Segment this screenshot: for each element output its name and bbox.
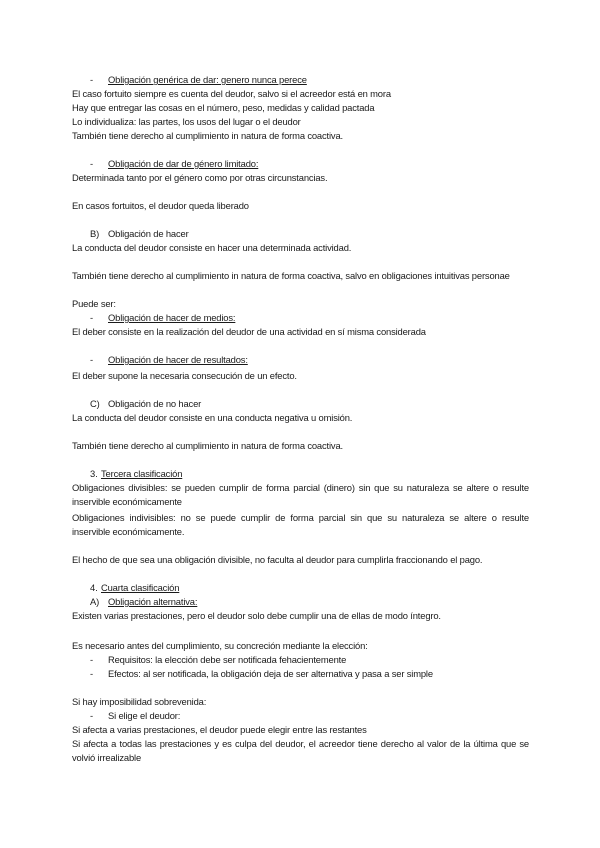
text-line: La conducta del deudor consiste en hacer una determinada actividad.	[72, 242, 352, 253]
heading-obligation-not-to-do: Obligación de no hacer	[108, 398, 202, 409]
heading-obligation-to-do: Obligación de hacer	[108, 228, 189, 239]
section-number: 3.	[90, 468, 98, 479]
heading-third-classification: Tercera clasificación	[101, 468, 183, 479]
text-line: También tiene derecho al cumplimiento in natura de forma coactiva.	[72, 440, 343, 451]
text-line: Hay que entregar las cosas en el número, peso, medidas y calidad pactada	[72, 102, 375, 113]
heading-results-obligation: Obligación de hacer de resultados:	[108, 354, 248, 365]
bullet-dash: -	[90, 654, 94, 665]
heading-alternative-obligation: Obligación alternativa:	[108, 596, 198, 607]
text-line: inservible económicamente.	[72, 526, 185, 537]
list-marker: A)	[90, 596, 100, 607]
bullet-dash: -	[90, 354, 94, 365]
text-line: Obligaciones indivisibles: no se puede cumplir de forma parcial sin que su naturaleza se altere o resulte	[72, 512, 529, 523]
bullet-dash: -	[90, 312, 94, 323]
heading-fourth-classification: Cuarta clasificación	[101, 582, 180, 593]
text-line: Si afecta a varias prestaciones, el deudor puede elegir entre las restantes	[72, 724, 367, 735]
text-line: La conducta del deudor consiste en una conducta negativa u omisión.	[72, 412, 353, 423]
list-marker: C)	[90, 398, 100, 409]
text-line: Es necesario antes del cumplimiento, su concreción mediante la elección:	[72, 640, 368, 651]
text-line: El hecho de que sea una obligación divisible, no faculta al deudor para cumplirla fraccionando el pago.	[72, 554, 483, 565]
section-number: 4.	[90, 582, 98, 593]
text-line: El caso fortuito siempre es cuenta del deudor, salvo si el acreedor está en mora	[72, 88, 391, 99]
text-line: volvió irrealizable	[72, 752, 142, 763]
text-line: Si hay imposibilidad sobrevenida:	[72, 696, 207, 707]
text-line: inservible económicamente	[72, 496, 182, 507]
heading-means-obligation: Obligación de hacer de medios:	[108, 312, 236, 323]
bullet-dash: -	[90, 668, 94, 679]
text-line: También tiene derecho al cumplimiento in natura de forma coactiva, salvo en obligaciones intuitivas personae	[72, 270, 510, 281]
list-marker: B)	[90, 228, 100, 239]
bullet-item: Efectos: al ser notificada, la obligación deja de ser alternativa y pasa a ser simple	[108, 668, 433, 679]
text-line: Lo individualiza: las partes, los usos del lugar o el deudor	[72, 116, 301, 127]
bullet-dash: -	[90, 158, 94, 169]
heading-limited-genre-obligation: Obligación de dar de género limitado:	[108, 158, 259, 169]
text-line: Obligaciones divisibles: se pueden cumplir de forma parcial (dinero) sin que su naturaleza se altere o resulte	[72, 482, 529, 493]
text-line: El deber consiste en la realización del deudor de una actividad en sí misma considerada	[72, 326, 426, 337]
text-line: Existen varias prestaciones, pero el deudor solo debe cumplir una de ellas de modo íntegro.	[72, 610, 441, 621]
text-line: El deber supone la necesaria consecución de un efecto.	[72, 370, 297, 381]
bullet-dash: -	[90, 710, 94, 721]
text-line: En casos fortuitos, el deudor queda liberado	[72, 200, 249, 211]
text-line: También tiene derecho al cumplimiento in natura de forma coactiva.	[72, 130, 343, 141]
heading-generic-obligation: Obligación genérica de dar: genero nunca perece	[108, 74, 307, 85]
bullet-dash: -	[90, 74, 94, 85]
bullet-item: Requisitos: la elección debe ser notificada fehacientemente	[108, 654, 347, 665]
text-line: Si afecta a todas las prestaciones y es culpa del deudor, el acreedor tiene derecho al valor de la última que se	[72, 738, 529, 749]
text-line: Puede ser:	[72, 298, 116, 309]
bullet-item: Si elige el deudor:	[108, 710, 181, 721]
text-line: Determinada tanto por el género como por otras circunstancias.	[72, 172, 328, 183]
